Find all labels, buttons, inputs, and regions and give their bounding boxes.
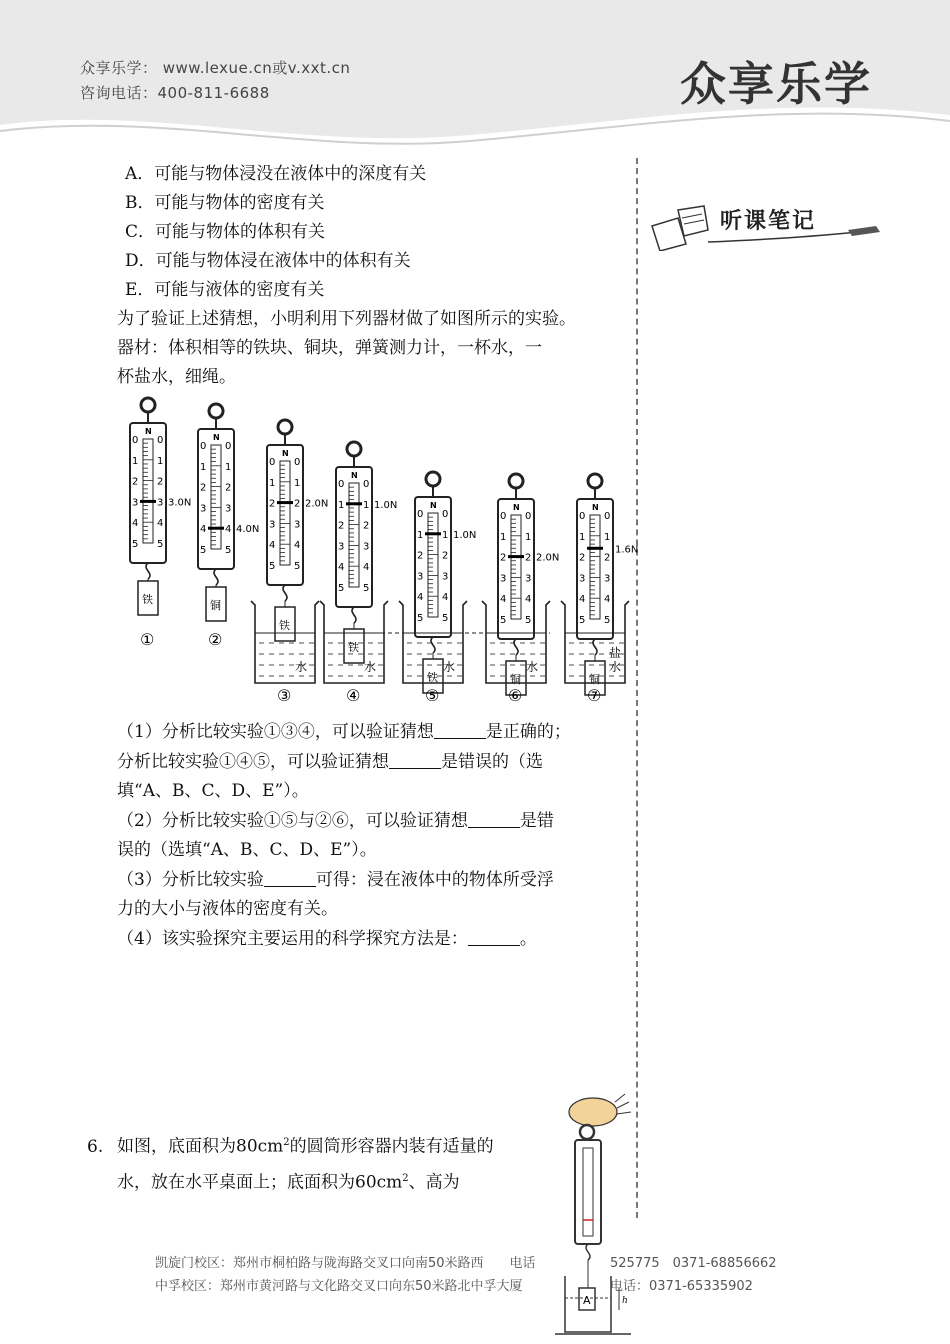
- tick-label-right: 3: [363, 541, 370, 553]
- experiment-number: ③: [277, 686, 292, 705]
- liquid-label: 水: [609, 660, 622, 674]
- tick-label-right: 0: [604, 511, 611, 522]
- meter-hook: [214, 569, 218, 585]
- meter-ring: [209, 404, 223, 418]
- question-5-text: [117, 160, 617, 392]
- q1-text-b: 是正确的；: [485, 722, 571, 742]
- tick-label-right: 4: [363, 562, 370, 574]
- q4-text-b: 。: [519, 928, 537, 949]
- pencil-icon: [648, 196, 888, 251]
- tick-label-right: 4: [442, 592, 449, 604]
- tick-label-left: 0: [132, 435, 139, 446]
- meter-ring: [347, 442, 361, 456]
- tick-label-left: 1: [500, 531, 507, 543]
- meter-ring: [141, 398, 155, 412]
- tick-label-right: 2: [294, 498, 301, 510]
- materials-line2: 杯盐水，细绳。: [117, 367, 236, 387]
- tick-label-left: 1: [132, 455, 139, 467]
- q4-text-a: （4）该实验探究主要运用的科学探究方法是：: [117, 928, 468, 949]
- tick-label-left: 3: [417, 571, 424, 583]
- tick-label-left: 0: [200, 441, 207, 452]
- footer-line1: [155, 1252, 777, 1275]
- option-c: C．可能与物体的体积有关: [125, 222, 326, 242]
- tick-label-left: 1: [579, 531, 586, 543]
- notes-header: [648, 196, 888, 256]
- tick-label-right: 3: [157, 497, 164, 509]
- tick-label-right: 2: [225, 482, 232, 494]
- tick-label-left: 1: [338, 499, 345, 511]
- notes-title: 听课笔记: [720, 208, 817, 234]
- meter-unit: N: [145, 427, 152, 436]
- tick-label-right: 5: [294, 561, 301, 572]
- spring-scale-6: [482, 474, 559, 705]
- intro-text: 为了验证上述猜想，小明利用下列器材做了如图所示的实验。: [117, 309, 576, 329]
- q6-text-a: 如图，底面积为80cm: [117, 1136, 284, 1157]
- q3-text-b: 可得：浸在液体中的物体所受浮: [315, 869, 554, 890]
- q6-text-b: 的圆筒形容器内装有适量的: [289, 1136, 494, 1157]
- tick-label-right: 2: [525, 552, 532, 564]
- tick-label-left: 4: [132, 518, 139, 530]
- liquid-label: 盐: [609, 646, 622, 660]
- tick-label-left: 4: [269, 540, 276, 552]
- q1-line2: [117, 748, 617, 778]
- page-footer: [155, 1252, 777, 1298]
- header-contact: [80, 56, 350, 106]
- experiment-number: ⑦: [587, 686, 602, 705]
- tick-label-right: 0: [525, 511, 532, 522]
- tick-label-left: 4: [338, 562, 345, 574]
- tick-label-left: 0: [269, 457, 276, 468]
- footer-phone1: 525775 0371-68856662: [610, 1256, 777, 1271]
- tick-label-left: 3: [338, 541, 345, 553]
- meter-unit: N: [213, 433, 220, 442]
- tick-label-right: 2: [442, 550, 449, 562]
- tick-label-left: 2: [338, 520, 345, 532]
- tick-label-left: 5: [579, 615, 586, 626]
- meter-unit: N: [351, 471, 358, 480]
- experiment-number: ⑥: [508, 686, 523, 705]
- block-label: 铜: [589, 673, 600, 686]
- q4-line1: [117, 925, 617, 955]
- tick-label-right: 1: [604, 531, 611, 543]
- tick-label-right: 4: [525, 594, 532, 606]
- block-label: 铁: [348, 641, 359, 654]
- block-label: 铁: [427, 671, 438, 684]
- tick-label-left: 0: [579, 511, 586, 522]
- liquid-label: 水: [443, 660, 456, 674]
- tick-label-right: 2: [363, 520, 370, 532]
- tick-label-left: 2: [579, 552, 586, 564]
- reading-label: 2.0N: [305, 498, 329, 510]
- tick-label-left: 5: [417, 613, 424, 624]
- reading-label: 1.6N: [615, 544, 639, 556]
- experiment-figure: [120, 395, 640, 715]
- answer-blank[interactable]: [434, 720, 486, 739]
- header-site: 众享乐学： www.lexue.cn或v.xxt.cn: [80, 59, 351, 77]
- tick-label-right: 2: [604, 552, 611, 564]
- meter-ring: [580, 1125, 594, 1139]
- h-label: h: [622, 1296, 628, 1306]
- q2-text-b: 是错: [519, 810, 554, 831]
- tick-label-left: 3: [132, 497, 139, 509]
- experiment-number: ④: [346, 686, 361, 705]
- q1-text-c: 分析比较实验①④⑤，可以验证猜想: [117, 751, 389, 772]
- tick-label-right: 4: [294, 540, 301, 552]
- spring-scale-5: [399, 472, 476, 705]
- tick-label-left: 4: [579, 594, 586, 606]
- q3-text-a: （3）分析比较实验: [117, 869, 264, 890]
- tick-label-right: 5: [442, 613, 449, 624]
- tick-label-left: 3: [579, 573, 586, 585]
- option-e: E．可能与液体的密度有关: [125, 280, 325, 300]
- q1-line3: 填“A、B、C、D、E”）。: [117, 781, 309, 801]
- tick-label-right: 1: [525, 531, 532, 543]
- liquid-label: 水: [364, 660, 377, 674]
- footer-campus1: 凯旋门校区：郑州市桐柏路与陇海路交叉口向南50米路西 电话: [155, 1256, 536, 1271]
- tick-label-right: 5: [604, 615, 611, 626]
- meter-hook: [352, 607, 356, 623]
- question-6: [87, 1127, 557, 1198]
- meter-unit: N: [430, 501, 437, 510]
- q1-line1: [117, 718, 617, 748]
- tick-label-left: 5: [200, 545, 207, 556]
- spring-scale-2: [198, 404, 259, 649]
- tick-label-left: 2: [132, 476, 139, 488]
- tick-label-right: 5: [157, 539, 164, 550]
- meter-hook: [283, 585, 287, 601]
- meter-hook: [514, 639, 518, 655]
- tick-label-left: 3: [269, 519, 276, 531]
- answer-blank[interactable]: [389, 750, 441, 769]
- q6-text-c: 水，放在水平桌面上；底面积为60cm: [117, 1172, 403, 1193]
- tick-label-right: 3: [604, 573, 611, 585]
- experiment-number: ⑤: [425, 686, 440, 705]
- tick-label-right: 0: [157, 435, 164, 446]
- tick-label-right: 0: [294, 457, 301, 468]
- tick-label-right: 5: [225, 545, 232, 556]
- answer-blank[interactable]: [468, 809, 520, 828]
- tick-label-right: 0: [225, 441, 232, 452]
- tick-label-right: 5: [363, 583, 370, 594]
- option-b: B．可能与物体的密度有关: [125, 193, 325, 213]
- tick-label-left: 2: [200, 482, 207, 494]
- tick-label-left: 0: [338, 479, 345, 490]
- tick-label-left: 5: [132, 539, 139, 550]
- tick-label-left: 1: [269, 477, 276, 489]
- liquid-label: 水: [295, 660, 308, 674]
- meter-unit: N: [513, 503, 520, 512]
- reading-label: 3.0N: [168, 497, 192, 509]
- tick-label-right: 2: [157, 476, 164, 488]
- liquid-label: 水: [526, 660, 539, 674]
- q3-line1: [117, 866, 617, 896]
- block-label: 铁: [279, 619, 290, 632]
- meter-hook: [431, 637, 435, 653]
- tick-label-right: 3: [525, 573, 532, 585]
- meter-ring: [588, 474, 602, 488]
- brand-logo: 众享乐学: [680, 57, 872, 111]
- tick-label-right: 0: [442, 509, 449, 520]
- spring-scale-1: [130, 398, 191, 649]
- meter-unit: N: [592, 503, 599, 512]
- sub-questions: [117, 718, 617, 954]
- tick-label-left: 1: [200, 461, 207, 473]
- spring-scale-3: [251, 420, 328, 705]
- q6-line2: [87, 1163, 557, 1199]
- meter-unit: N: [282, 449, 289, 458]
- tick-label-right: 1: [363, 499, 370, 511]
- tick-label-right: 4: [157, 518, 164, 530]
- spring-scale-4: [320, 442, 397, 705]
- tick-label-left: 4: [200, 524, 207, 536]
- q6-sup-2: 2: [402, 1172, 409, 1184]
- meter-hook: [593, 639, 597, 655]
- spring-scale-7: [561, 474, 638, 705]
- experiment-number: ②: [208, 630, 223, 649]
- tick-label-left: 0: [417, 509, 424, 520]
- block-label: 铜: [210, 599, 221, 612]
- tick-label-left: 3: [500, 573, 507, 585]
- answer-blank[interactable]: [468, 927, 520, 946]
- tick-label-left: 5: [500, 615, 507, 626]
- tick-label-left: 5: [269, 561, 276, 572]
- reading-label: 2.0N: [536, 552, 560, 564]
- meter-hook: [146, 563, 150, 579]
- q1-text-a: （1）分析比较实验①③④，可以验证猜想: [117, 722, 434, 742]
- tick-label-right: 3: [442, 571, 449, 583]
- tick-label-right: 1: [442, 529, 449, 541]
- meter-ring: [278, 420, 292, 434]
- q1-text-d: 是错误的（选: [441, 751, 543, 772]
- header-phone: 咨询电话：400-811-6688: [80, 84, 270, 102]
- spring-scale: [575, 1140, 601, 1244]
- reading-label: 1.0N: [453, 529, 477, 541]
- materials-line1: 器材：体积相等的铁块、铜块，弹簧测力计，一杯水，一: [117, 338, 542, 358]
- page-header: [0, 0, 950, 150]
- tick-label-left: 4: [500, 594, 507, 606]
- tick-label-right: 3: [225, 503, 232, 515]
- footer-line2: [155, 1275, 753, 1298]
- question-number: 6.: [87, 1136, 104, 1157]
- meter-ring: [426, 472, 440, 486]
- tick-label-left: 5: [338, 583, 345, 594]
- tick-label-left: 2: [500, 552, 507, 564]
- q6-figure: [555, 1088, 635, 1344]
- q2-line1: [117, 807, 617, 837]
- footer-campus2: 中孚校区：郑州市黄河路与文化路交叉口向东50米路北中孚大厦: [155, 1279, 523, 1294]
- q2-text-a: （2）分析比较实验①⑤与②⑥，可以验证猜想: [117, 810, 468, 831]
- tick-label-right: 5: [525, 615, 532, 626]
- tick-label-left: 2: [269, 498, 276, 510]
- tick-label-right: 4: [604, 594, 611, 606]
- option-d: D．可能与物体浸在液体中的体积有关: [125, 251, 411, 271]
- tick-label-left: 1: [417, 529, 424, 541]
- tick-label-right: 1: [294, 477, 301, 489]
- reading-label: 1.0N: [374, 499, 398, 511]
- q6-line1: [87, 1127, 557, 1163]
- block-a-label: A: [583, 1294, 591, 1307]
- tick-label-right: 0: [363, 479, 370, 490]
- block-label: 铜: [510, 673, 521, 686]
- q6-sup-1: 2: [283, 1137, 290, 1148]
- q3-line2: 力的大小与液体的密度有关。: [117, 899, 338, 919]
- tick-label-right: 1: [225, 461, 232, 473]
- q6-text-d: 、高为: [408, 1172, 460, 1193]
- tick-label-left: 0: [500, 511, 507, 522]
- option-a: A．可能与物体浸没在液体中的深度有关: [125, 164, 427, 184]
- meter-ring: [509, 474, 523, 488]
- footer-phone2: 电话：0371-65335902: [610, 1279, 753, 1294]
- tick-label-right: 3: [294, 519, 301, 531]
- block-label: 铁: [142, 593, 153, 606]
- hand-icon: [569, 1094, 631, 1126]
- q2-line2: 误的（选填“A、B、C、D、E”）。: [117, 840, 377, 860]
- tick-label-left: 2: [417, 550, 424, 562]
- experiment-number: ①: [140, 630, 155, 649]
- answer-blank[interactable]: [264, 868, 316, 887]
- reading-label: 4.0N: [236, 524, 260, 536]
- tick-label-right: 4: [225, 524, 232, 536]
- tick-label-left: 3: [200, 503, 207, 515]
- tick-label-right: 1: [157, 455, 164, 467]
- tick-label-left: 4: [417, 592, 424, 604]
